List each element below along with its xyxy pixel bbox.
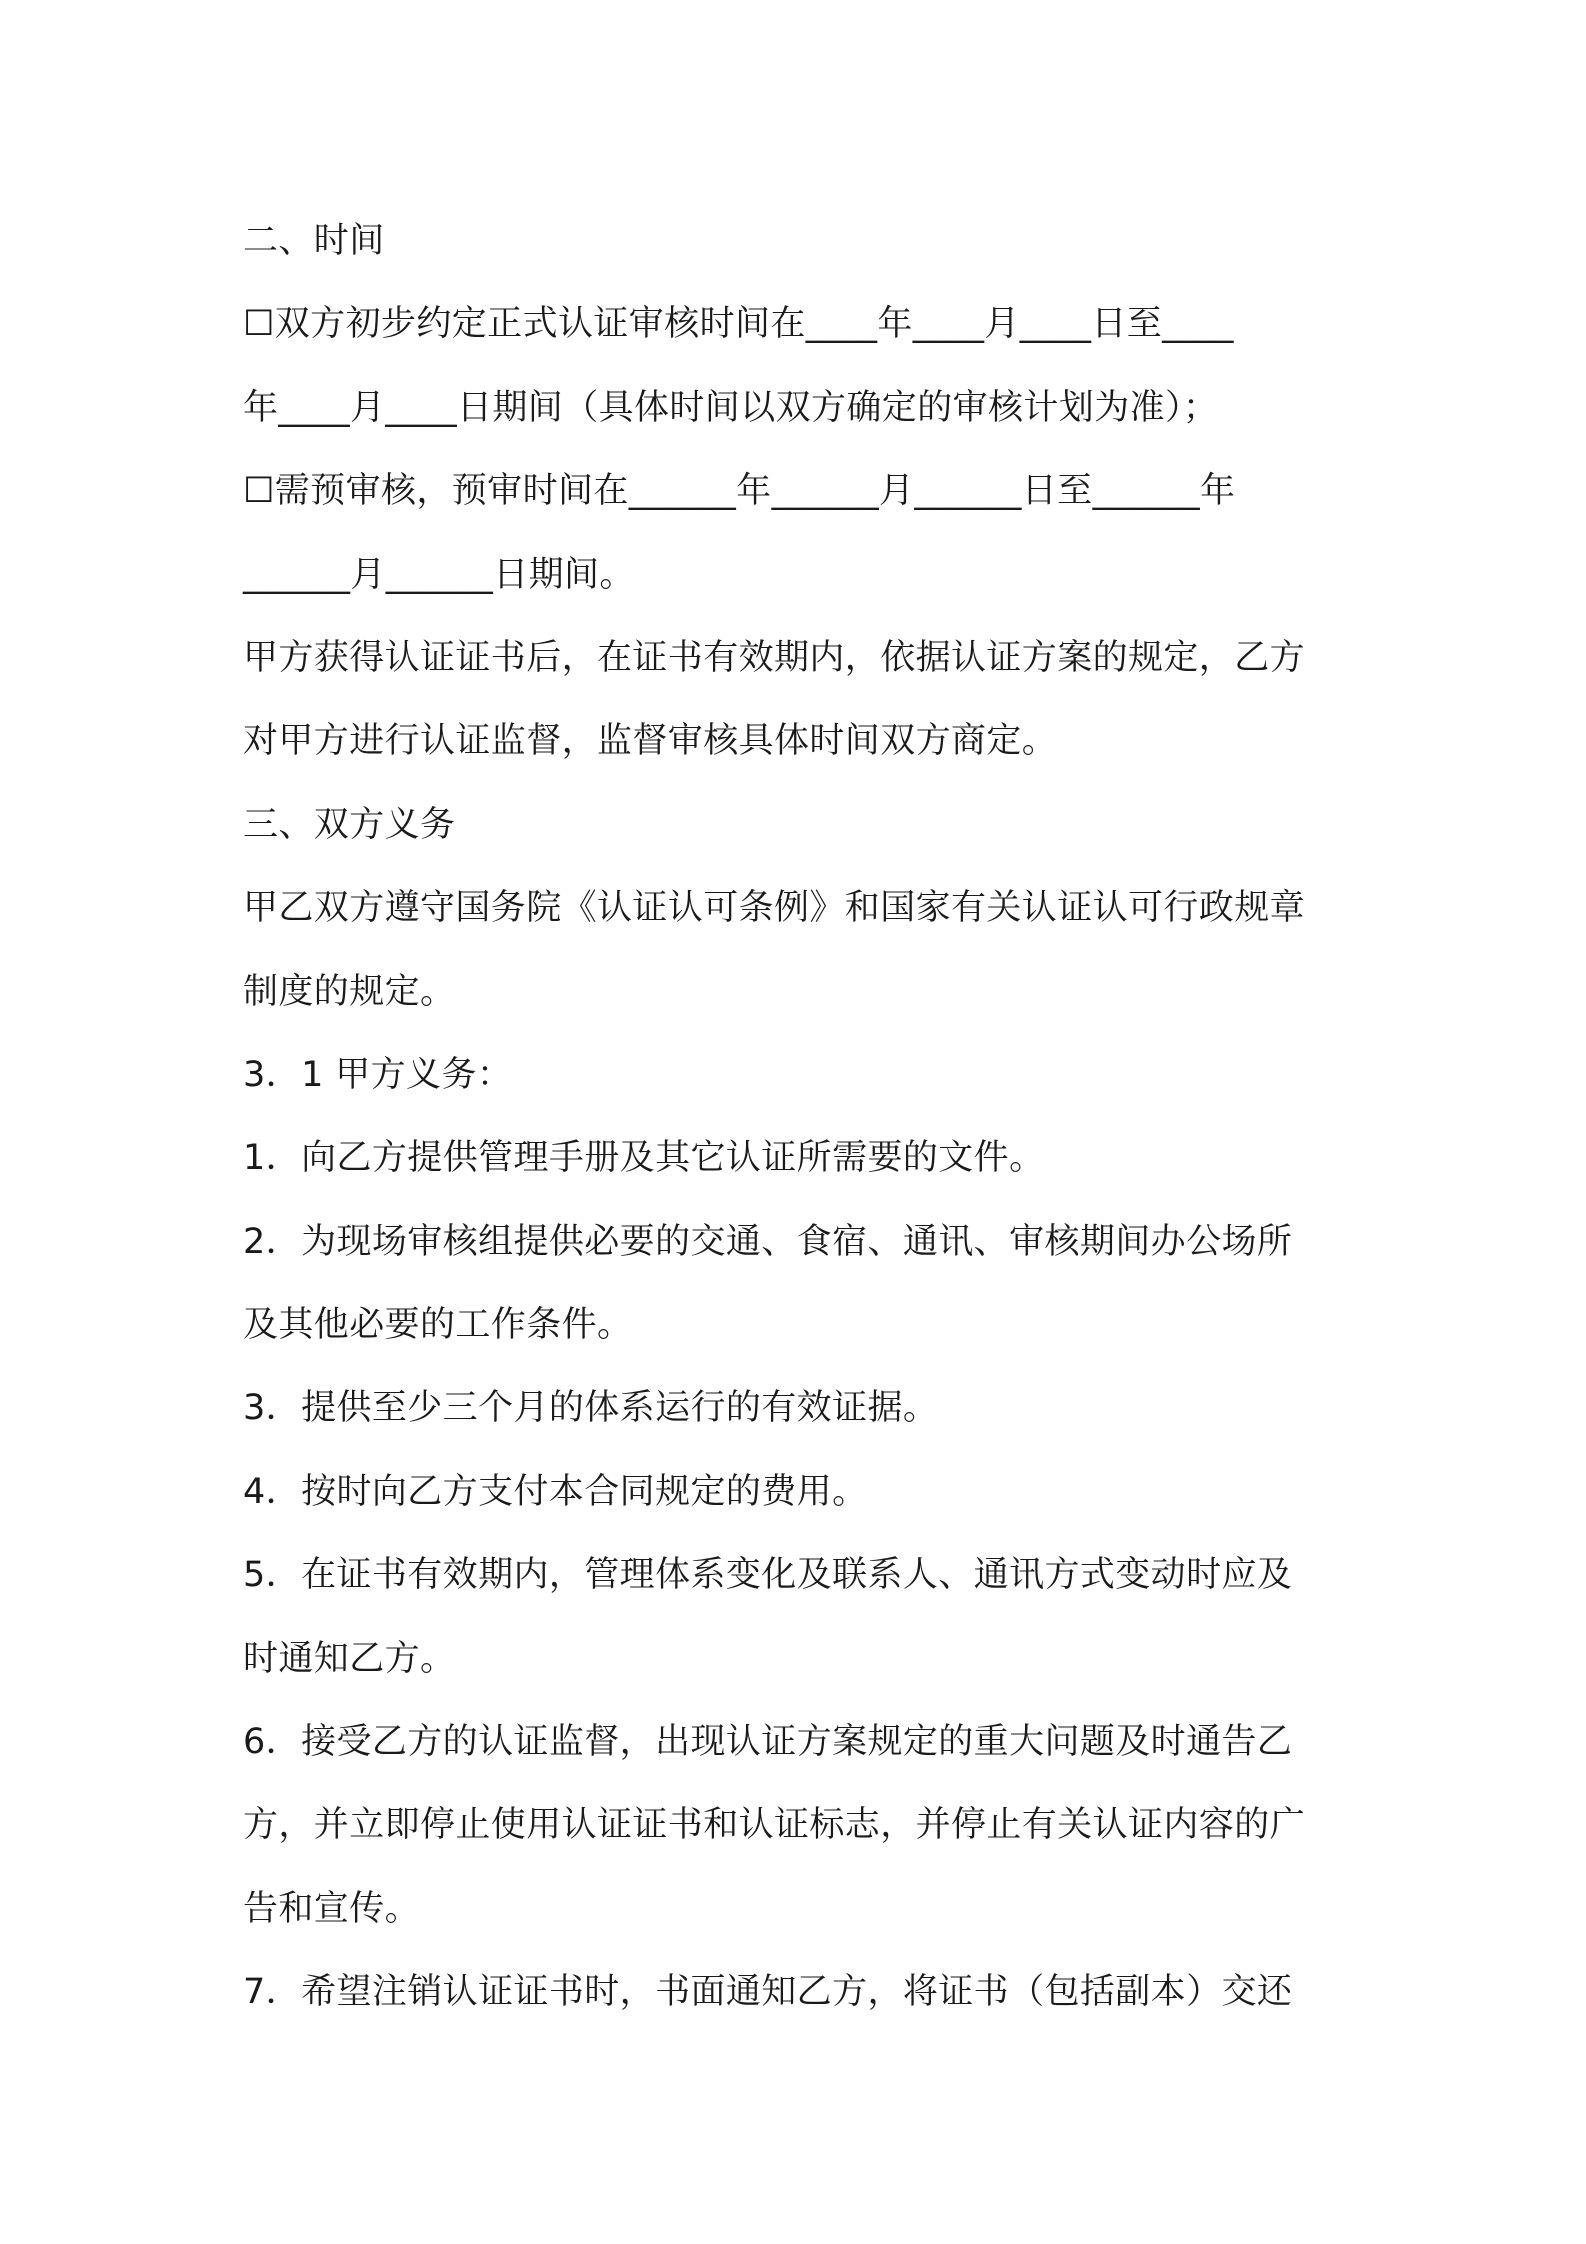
obligation-item-6: 6．接受乙方的认证监督，出现认证方案规定的重大问题及时通告乙 <box>243 1722 1293 1763</box>
obligation-item-7: 7．希望注销认证证书时，书面通知乙方，将证书（包括副本）交还 <box>243 1972 1293 2013</box>
subsection-heading-party-a: 3．1 甲方义务： <box>243 1054 513 1095</box>
obligation-item-6-end: 告和宣传。 <box>243 1888 421 1929</box>
supervision-paragraph-line-1: 甲方获得认证证书后，在证书有效期内，依据认证方案的规定，乙方 <box>243 637 1306 678</box>
obligation-item-1: 1．向乙方提供管理手册及其它认证所需要的文件。 <box>243 1138 1045 1179</box>
obligation-item-5-continued: 时通知乙方。 <box>243 1638 456 1679</box>
section-heading-obligations: 三、双方义务 <box>243 804 456 845</box>
regulations-paragraph-line-2: 制度的规定。 <box>243 971 456 1012</box>
pre-audit-option-continued: ______月______日期间。 <box>243 554 635 595</box>
formal-audit-time-option: ☐双方初步约定正式认证审核时间在____年____月____日至____ <box>243 304 1234 345</box>
obligation-item-5: 5．在证书有效期内，管理体系变化及联系人、通讯方式变动时应及 <box>243 1555 1293 1596</box>
obligation-item-2-continued: 及其他必要的工作条件。 <box>243 1305 633 1346</box>
formal-audit-time-option-continued: 年____月____日期间（具体时间以双方确定的审核计划为准）； <box>243 387 1219 428</box>
obligation-item-6-continued: 方，并立即停止使用认证证书和认证标志，并停止有关认证内容的广 <box>243 1805 1306 1846</box>
pre-audit-option: ☐需预审核，预审时间在______年______月______日至______年 <box>243 471 1236 512</box>
supervision-paragraph-line-2: 对甲方进行认证监督，监督审核具体时间双方商定。 <box>243 721 1058 762</box>
section-heading-time: 二、时间 <box>243 221 385 261</box>
regulations-paragraph-line-1: 甲乙双方遵守国务院《认证认可条例》和国家有关认证认可行政规章 <box>243 888 1306 929</box>
obligation-item-3: 3．提供至少三个月的体系运行的有效证据。 <box>243 1388 939 1429</box>
obligation-item-4: 4．按时向乙方支付本合同规定的费用。 <box>243 1471 868 1512</box>
document-body <box>243 200 1363 2035</box>
obligation-item-2: 2．为现场审核组提供必要的交通、食宿、通讯、审核期间办公场所 <box>243 1221 1293 1262</box>
